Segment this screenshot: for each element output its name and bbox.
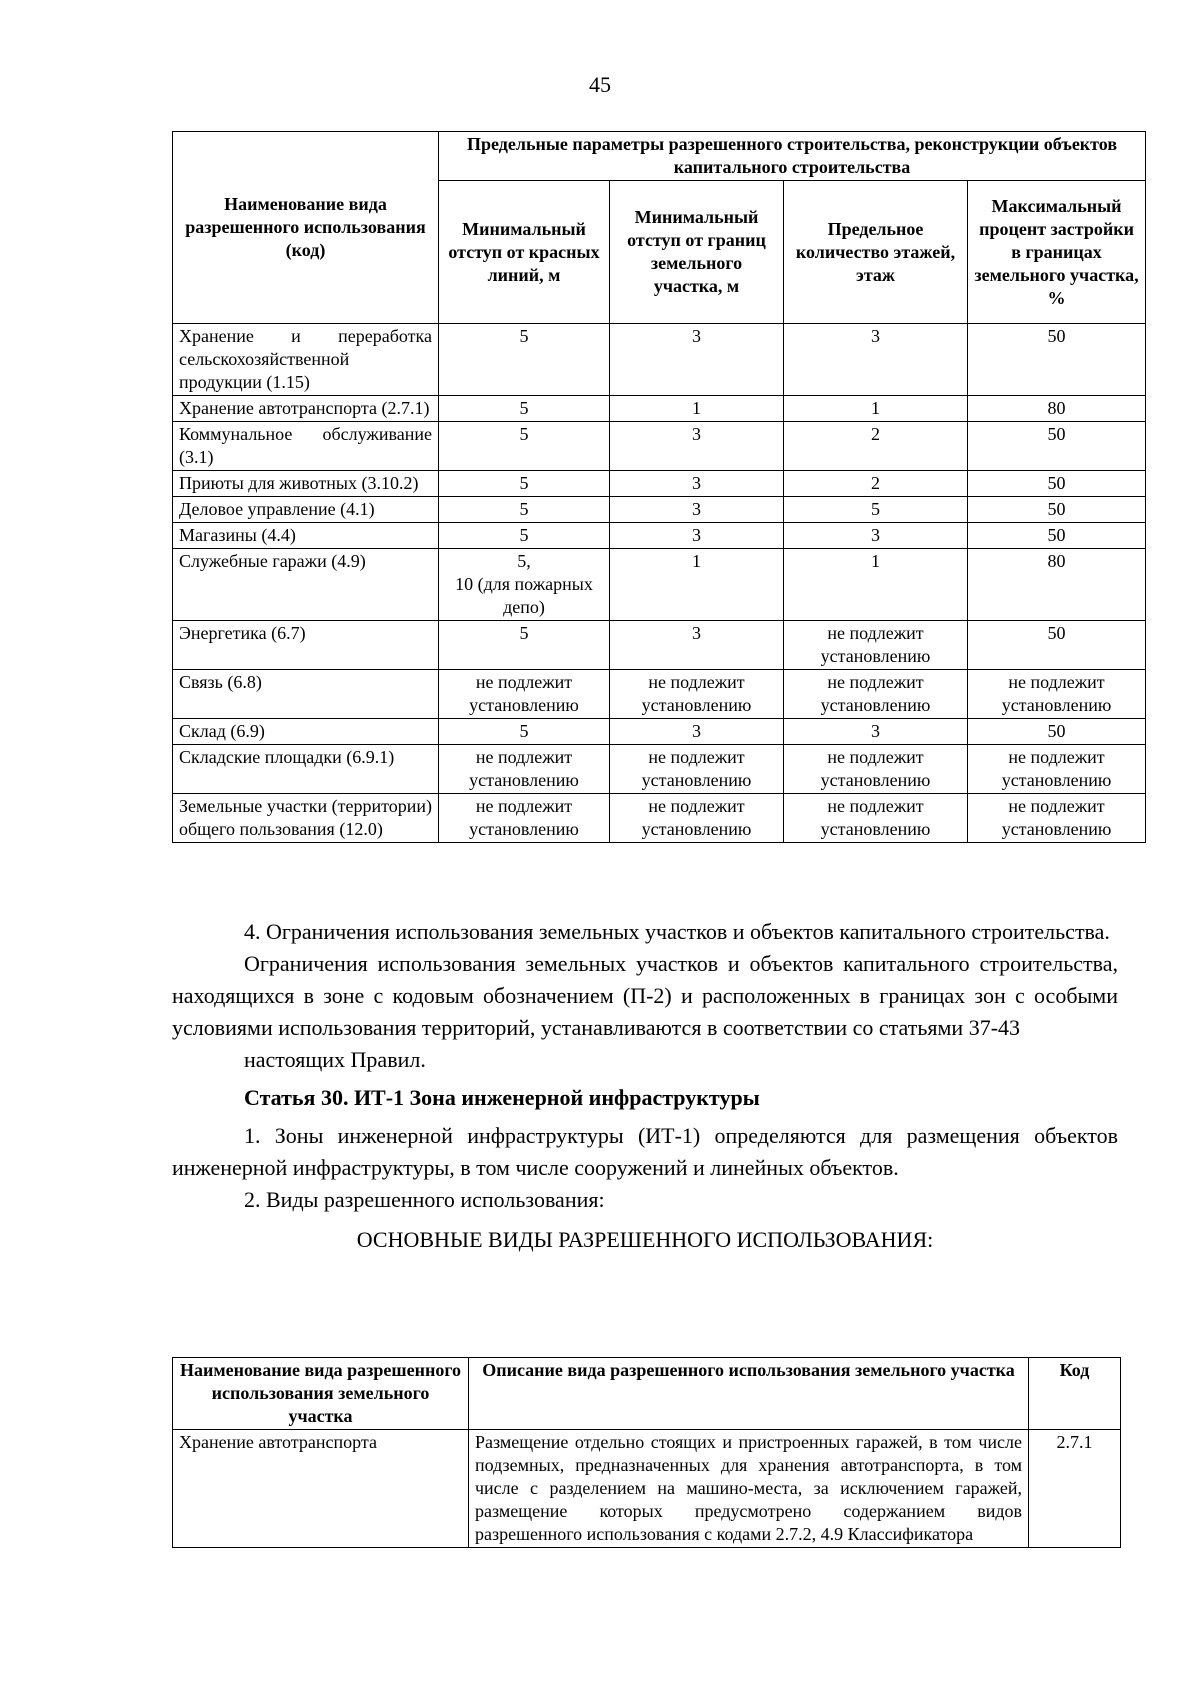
table-row [173,745,1146,794]
use-name-cell: Хранение автотранспорта (2.7.1) [173,396,439,422]
body-text [172,916,1118,1256]
header-max-floors: Предельное количество этажей, этаж [784,181,968,324]
header-min-offset-boundaries: Минимальный отступ от границ земельного участка, м [610,181,784,324]
use-name-cell: Хранение автотранспорта [173,1430,469,1548]
value-cell: 5 [439,324,610,396]
value-cell: 5 [439,523,610,549]
value-cell: не подлежит установлению [439,794,610,843]
code-cell: 2.7.1 [1029,1430,1121,1548]
value-cell: не подлежит установлению [610,670,784,719]
value-cell: 3 [784,719,968,745]
value-cell: 80 [968,549,1146,621]
use-name-cell: Хранение и переработка сельскохозяйственной продукции (1.15) [173,324,439,396]
value-cell: 5 [439,621,610,670]
header-use-name: Наименование вида разрешенного использования земельного участка [173,1358,469,1430]
value-cell: 5 [439,497,610,523]
value-cell: 1 [610,549,784,621]
value-cell: 50 [968,621,1146,670]
header-code: Код [1029,1358,1121,1430]
value-cell: 80 [968,396,1146,422]
value-cell: 3 [610,497,784,523]
value-cell: 1 [784,549,968,621]
permitted-uses-table [172,1357,1121,1548]
header-min-offset-red-lines: Минимальный отступ от красных линий, м [439,181,610,324]
value-cell: 1 [784,396,968,422]
value-cell: не подлежит установлению [439,670,610,719]
value-cell: 5 [439,719,610,745]
use-name-cell: Приюты для животных (3.10.2) [173,471,439,497]
use-name-cell: Служебные гаражи (4.9) [173,549,439,621]
value-cell: 3 [610,324,784,396]
value-cell: 50 [968,324,1146,396]
table-row [173,1430,1121,1548]
use-description-cell: Размещение отдельно стоящих и пристроенных гаражей, в том числе подземных, предназначенных для хранения автотранспорта, в том числе с разделением на машино-места, за исключением гаражей, размещение которых предусмотрено содержанием видов разрешенного использования с кодами 2.7.2, 4.9 Классификатора [469,1430,1029,1548]
paragraph-restrictions-continuation: настоящих Правил. [244,1047,426,1072]
value-cell: 50 [968,497,1146,523]
table-row [173,719,1146,745]
use-name-cell: Магазины (4.4) [173,523,439,549]
use-name-cell: Энергетика (6.7) [173,621,439,670]
table-row [173,396,1146,422]
header-use-name: Наименование вида разрешенного использования (код) [173,132,439,324]
header-max-coverage: Максимальный процент застройки в границах земельного участка, % [968,181,1146,324]
paragraph-restrictions: Ограничения использования земельных участков и объектов капитального строительства, находящихся в зоне с кодовым обозначением (П-2) и расположенных в границах зон с особыми условиями использования территорий, устанавливаются в соответствии со статьями 37-43 [172,951,1118,1040]
use-name-cell: Деловое управление (4.1) [173,497,439,523]
value-cell: не подлежит установлению [968,745,1146,794]
use-name-cell: Земельные участки (территории) общего пользования (12.0) [173,794,439,843]
value-cell: 50 [968,719,1146,745]
article-title: Статья 30. ИТ-1 Зона инженерной инфраструктуры [244,1085,760,1110]
value-cell: не подлежит установлению [610,794,784,843]
use-name-cell: Складские площадки (6.9.1) [173,745,439,794]
value-cell: 2 [784,471,968,497]
paragraph-restrictions-heading: 4. Ограничения использования земельных участков и объектов капитального строительства. [244,919,1110,944]
value-cell: не подлежит установлению [439,745,610,794]
value-cell: 3 [610,422,784,471]
value-cell: не подлежит установлению [968,794,1146,843]
value-cell: 50 [968,471,1146,497]
value-cell: 3 [784,523,968,549]
value-cell: 3 [784,324,968,396]
paragraph-use-types: 2. Виды разрешенного использования: [244,1187,605,1212]
value-cell: 2 [784,422,968,471]
table-row [173,497,1146,523]
value-cell: 5 [439,422,610,471]
value-cell: 5 [439,471,610,497]
value-cell: 3 [610,471,784,497]
value-cell: 1 [610,396,784,422]
value-cell: 3 [610,523,784,549]
value-cell: не подлежит установлению [784,745,968,794]
value-cell: 5 [439,396,610,422]
value-cell: 3 [610,719,784,745]
table-row [173,471,1146,497]
value-cell: не подлежит установлению [784,621,968,670]
zoning-parameters-table [172,131,1146,843]
value-cell: 5, 10 (для пожарных депо) [439,549,610,621]
table-row [173,794,1146,843]
table-row [173,324,1146,396]
use-name-cell: Связь (6.8) [173,670,439,719]
value-cell: 3 [610,621,784,670]
table-row [173,621,1146,670]
header-parameters-group: Предельные параметры разрешенного строительства, реконструкции объектов капитального строительства [439,132,1146,181]
header-use-description: Описание вида разрешенного использования земельного участка [469,1358,1029,1430]
value-cell: не подлежит установлению [784,794,968,843]
value-cell: не подлежит установлению [968,670,1146,719]
page-number: 45 [589,72,611,97]
table-row [173,422,1146,471]
table-row [173,549,1146,621]
value-cell: не подлежит установлению [784,670,968,719]
use-name-cell: Склад (6.9) [173,719,439,745]
table-row [173,523,1146,549]
value-cell: 50 [968,523,1146,549]
use-name-cell: Коммунальное обслуживание (3.1) [173,422,439,471]
paragraph-zone-definition: 1. Зоны инженерной инфраструктуры (ИТ-1) определяются для размещения объектов инженерной инфраструктуры, в том числе сооружений и линейных объектов. [172,1123,1118,1180]
section-heading: ОСНОВНЫЕ ВИДЫ РАЗРЕШЕННОГО ИСПОЛЬЗОВАНИЯ: [356,1227,934,1252]
value-cell: не подлежит установлению [610,745,784,794]
table-row [173,670,1146,719]
value-cell: 5 [784,497,968,523]
value-cell: 50 [968,422,1146,471]
